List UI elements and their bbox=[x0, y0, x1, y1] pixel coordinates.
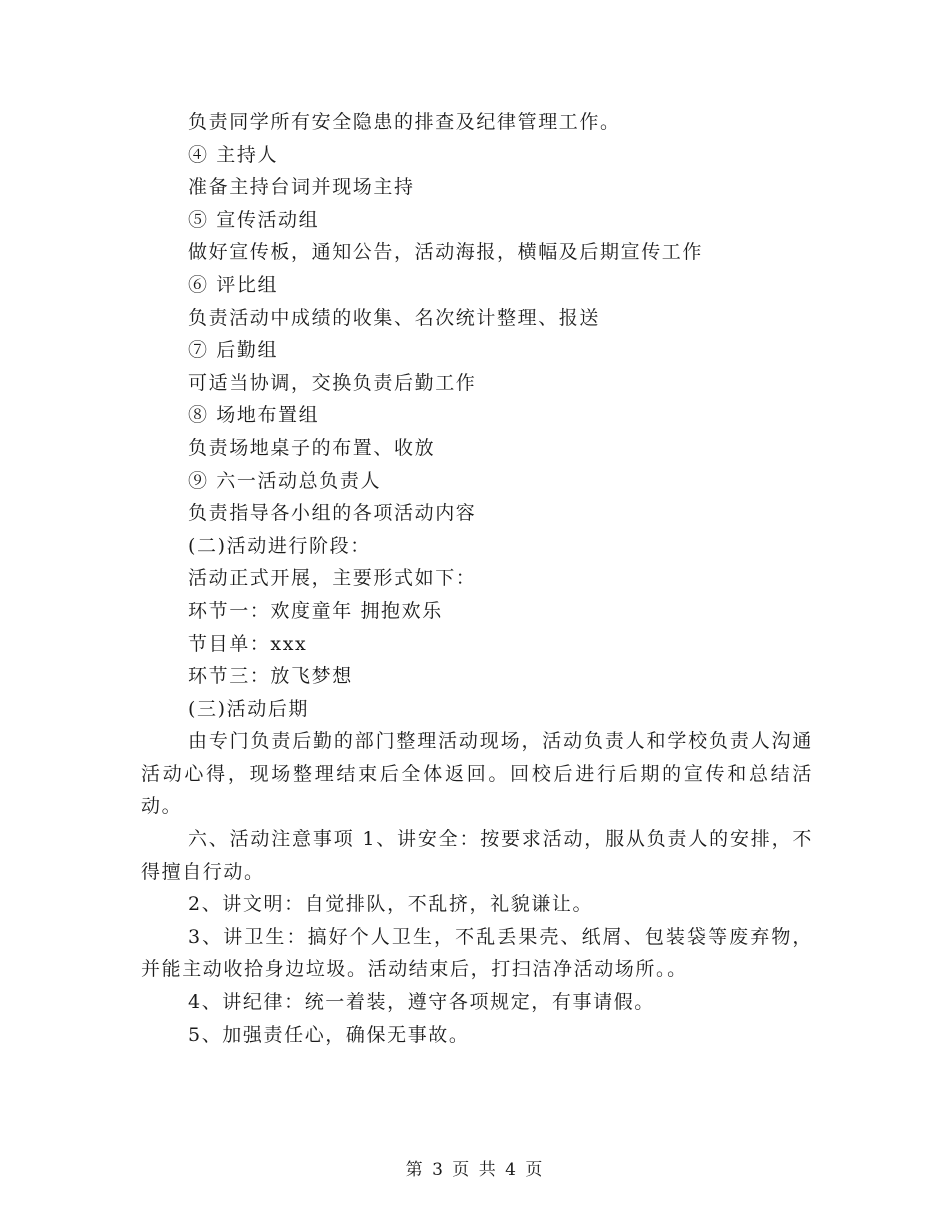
stage-heading-execution: (二)活动进行阶段： bbox=[188, 534, 371, 557]
text-line: 负责活动中成绩的收集、名次统计整理、报送 bbox=[188, 306, 601, 329]
text-line: 负责场地桌子的布置、收放 bbox=[188, 436, 436, 459]
paragraph: 4、讲纪律：统一着装，遵守各项规定，有事请假。 bbox=[188, 991, 655, 1014]
text-line: 负责指导各小组的各项活动内容 bbox=[188, 502, 477, 525]
stage-heading-post: (三)活动后期 bbox=[188, 697, 310, 720]
section-heading-judging: ⑥ 评比组 bbox=[188, 273, 279, 296]
paragraph: 5、加强责任心，确保无事故。 bbox=[188, 1023, 470, 1046]
section-heading-publicity: ⑤ 宣传活动组 bbox=[188, 208, 320, 231]
document-body bbox=[141, 106, 821, 1051]
text-line: 负责同学所有安全隐患的排查及纪律管理工作。 bbox=[188, 111, 621, 133]
text-line: 节目单：xxx bbox=[188, 632, 308, 655]
paragraph: 六、活动注意事项 1、讲安全：按要求活动，服从负责人的安排，不得擅自行动。 bbox=[141, 828, 813, 883]
section-heading-lead: ⑨ 六一活动总负责人 bbox=[188, 469, 382, 492]
text-line: 做好宣传板，通知公告，活动海报，横幅及后期宣传工作 bbox=[188, 241, 704, 264]
paragraph: 由专门负责后勤的部门整理活动现场，活动负责人和学校负责人沟通活动心得，现场整理结束后全体返回。回校后进行后期的宣传和总结活动。 bbox=[141, 730, 813, 818]
text-line: 准备主持台词并现场主持 bbox=[188, 176, 415, 199]
section-heading-host: ④ 主持人 bbox=[188, 143, 279, 166]
section-heading-logistics: ⑦ 后勤组 bbox=[188, 339, 279, 362]
page-footer: 第 3 页 共 4 页 bbox=[405, 1160, 545, 1180]
text-line: 环节一：欢度童年 拥抱欢乐 bbox=[188, 599, 443, 622]
text-line: 活动正式开展，主要形式如下： bbox=[188, 567, 477, 590]
paragraph: 3、讲卫生：搞好个人卫生，不乱丢果壳、纸屑、包装袋等废弃物，并能主动收拾身边垃圾。活动结束后，打扫洁净活动场所。。 bbox=[141, 925, 813, 981]
paragraph: 2、讲文明：自觉排队，不乱挤，礼貌谦让。 bbox=[188, 893, 594, 916]
text-line: 环节三：放飞梦想 bbox=[188, 665, 353, 688]
section-heading-venue: ⑧ 场地布置组 bbox=[188, 404, 320, 427]
text-line: 可适当协调，交换负责后勤工作 bbox=[188, 371, 477, 394]
